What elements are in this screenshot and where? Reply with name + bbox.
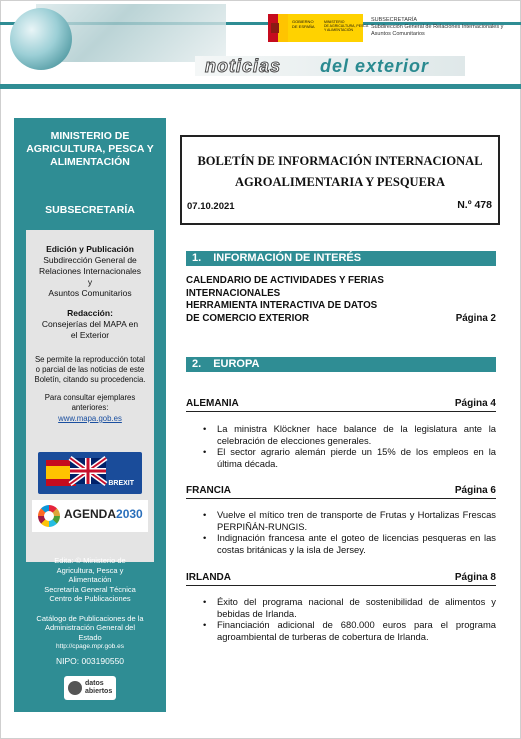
edicion-line: Subdirección General de [43,255,137,265]
agenda-2030-logo[interactable] [32,500,148,532]
country-page: Página 6 [454,485,496,496]
sidebar-footer [14,556,166,652]
edita-note: Edita: © Ministerio de Agricultura, Pesca y Alimentación [54,556,126,584]
agenda-label: AGENDA2030 [64,507,143,521]
banner-noticias: noticias [205,56,282,76]
country-page: Página 4 [454,398,496,409]
sidebar-info-box [26,230,154,562]
section-1-header [186,251,496,266]
sdg-wheel-icon [38,505,60,527]
edicion-line: Asuntos Comunitarios [48,288,132,298]
news-item: • Indignación francesa ante el goteo de licencias pesqueras en las costas británicas y la isla de Jersey. [203,532,496,555]
svg-text:GOBIERNO: GOBIERNO [292,19,314,24]
country-heading-irlanda[interactable] [186,572,496,586]
country-page: Página 8 [454,572,496,583]
edicion-line: Relaciones Internacionales [38,266,142,276]
section-1-title: INFORMACIÓN DE INTERÉS [213,252,362,264]
news-item: • El sector agrario alemán pierde un 15% de los empleos en la última década. [203,446,496,469]
country-name: IRLANDA [186,572,231,583]
svg-text:DE AGRICULTURA, PESCA: DE AGRICULTURA, PESCA [324,24,369,28]
country-heading-francia[interactable] [186,485,496,499]
country-items-irlanda [203,596,496,642]
edicion-title: Edición y Publicación [46,244,134,254]
section-2-header [186,357,496,372]
catalogo-note: Catálogo de Publicaciones de la Administración General del Estado [36,613,144,642]
country-name: FRANCIA [186,485,231,496]
section-1-line: INTERNACIONALES [186,287,281,299]
svg-text:DE ESPAÑA: DE ESPAÑA [292,24,315,29]
centro-note: Centro de Publicaciones [49,594,131,603]
news-item: • La ministra Klöckner hace balance de la legislatura ante la celebración de elecciones generales. [203,423,496,446]
news-item: • Éxito del programa nacional de sostenibilidad de alimentos y bebidas de Irlanda. [203,596,496,619]
redaccion-title: Redacción: [67,308,113,318]
news-item: • Vuelve el mítico tren de transporte de Frutas y Hortalizas Frescas PERPIÑÁN-RUNGIS. [203,509,496,532]
bulletin-date: 07.10.2021 [187,201,235,212]
bulletin-title-box [180,135,500,225]
country-heading-alemania[interactable] [186,398,496,412]
section-2-title: EUROPA [213,358,260,370]
secretaria-note: Secretaría General Técnica [44,584,136,594]
government-logo [268,14,369,42]
reproduccion-note: Se permite la reproducción total o parcial de las noticias de este Boletín, citando su procedencia. [34,355,146,384]
section-2-number: 2. [192,358,202,370]
section-1-line: DE COMERCIO EXTERIOR [186,312,310,324]
section-1-contents[interactable] [186,275,496,325]
datos-abiertos-label: datos abiertos [85,680,113,695]
consultar-note: Para consultar ejemplares anteriores: [44,393,136,412]
svg-text:Y ALIMENTACIÓN: Y ALIMENTACIÓN [324,28,354,32]
mapa-link[interactable]: www.mapa.gob.es [58,414,122,423]
bulletin-title-line2: AGROALIMENTARIA Y PESQUERA [235,175,445,189]
datos-abiertos-logo[interactable] [64,676,116,700]
brexit-label: BREXIT [108,480,134,487]
section-1-line: CALENDARIO DE ACTIVIDADES Y FERIAS [186,275,384,286]
news-item: • Financiación adicional de 680.000 euros para el programa agroambiental de turberas de cobertura de Irlanda. [203,619,496,642]
globe-icon [10,8,72,70]
nipo: NIPO: 003190550 [55,656,125,666]
section-1-page: Página 2 [455,312,496,324]
edicion-line: y [87,277,93,287]
bulletin-title [182,151,498,193]
sidebar-subsecretaria: SUBSECRETARÍA [45,204,135,216]
subsecretaria-header [371,17,511,38]
redaccion-line: Consejerías del MAPA en [41,319,139,329]
bulletin-title-line1: BOLETÍN DE INFORMACIÓN INTERNACIONAL [197,154,483,168]
header-divider [0,84,521,89]
datos-abiertos-icon [68,681,82,695]
sidebar [14,118,166,712]
bulletin-number: N.º 478 [457,199,492,211]
sidebar-ministry: MINISTERIO DE AGRICULTURA, PESCA Y ALIMENTACIÓN [26,130,154,168]
svg-text:MINISTERIO: MINISTERIO [324,20,345,24]
country-items-alemania [203,423,496,469]
banner-del-exterior: del exterior [320,56,430,76]
country-name: ALEMANIA [186,398,239,409]
section-1-line: HERRAMIENTA INTERACTIVA DE DATOS [186,300,378,311]
section-1-number: 1. [192,252,202,264]
header-subsecretaria-title: SUBSECRETARÍA [371,17,418,23]
header-subsecretaria-line: Subdirección General de Relaciones Internacionales y Asuntos Comunitarios [371,24,504,37]
country-items-francia [203,509,496,555]
cpage-link[interactable]: http://cpage.mpr.gob.es [56,643,124,650]
redaccion-line: el Exterior [70,330,110,340]
brexit-banner[interactable] [38,452,142,494]
